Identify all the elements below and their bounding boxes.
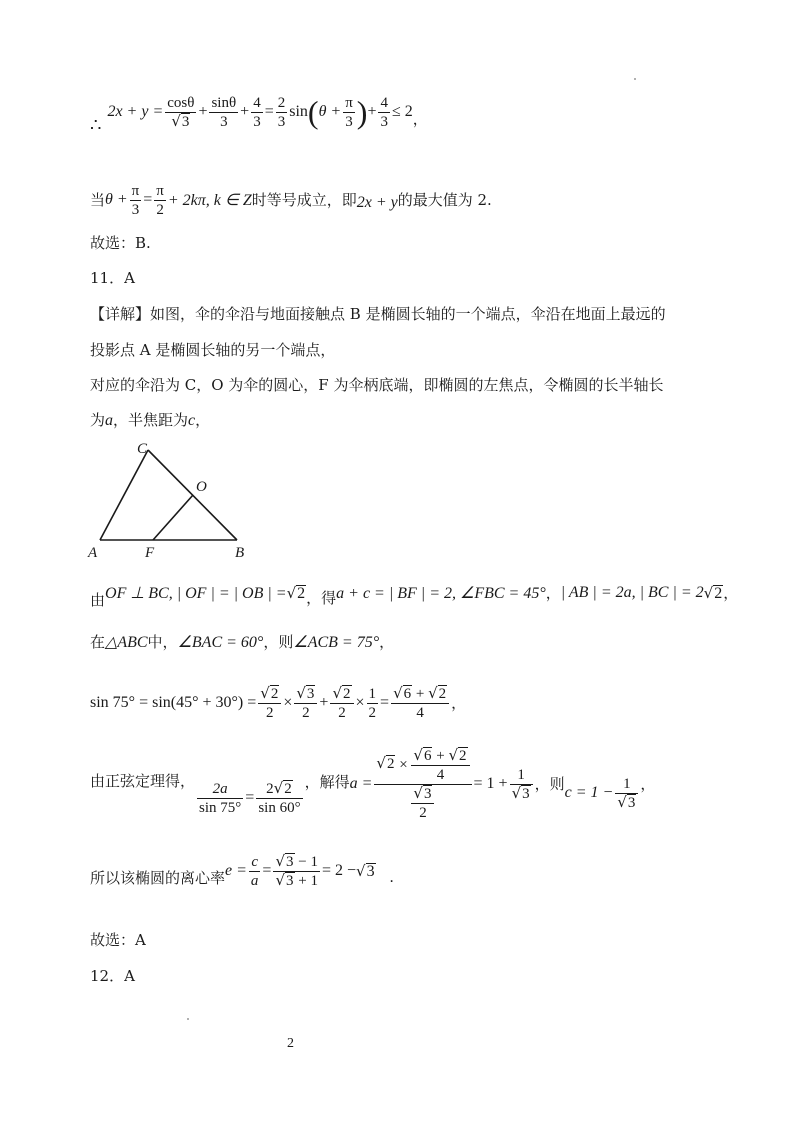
scan-speck bbox=[187, 1018, 189, 1020]
fraction: $\frac{\pi}{3}$ bbox=[345, 94, 353, 130]
page-number: 2 bbox=[287, 1036, 294, 1051]
detail-line-1: 【详解】如图，伞的伞沿与地面接触点 B 是椭圆长轴的一个端点，伞沿在地面上最远的 bbox=[90, 305, 666, 323]
question-12-heading: 12．A bbox=[90, 967, 135, 985]
question-11-heading: 11．A bbox=[90, 269, 135, 287]
choice-a-line: 故选：A bbox=[90, 931, 146, 949]
fraction: $\frac{2a}{\sin 75^\circ}$ bbox=[199, 780, 242, 816]
equation-law-of-sines: 由正弦定理得， $\frac{2a}{\sin 75^\circ}$ = 2 √ 2 sin 60° ，解得 a = √ 2 × √ 6 + √ 2 4 √ $\frac{3}{2}$ = 1 + 1 √ 3 ，则 c = 1 − 1 √ 3 ， bbox=[90, 742, 655, 826]
fraction: 1 √ 3 bbox=[510, 766, 533, 803]
label-f: F bbox=[145, 545, 155, 561]
fraction: $\frac{\pi}{3}$ bbox=[131, 182, 140, 218]
fraction: $\frac{c}{a}$ bbox=[250, 853, 259, 889]
label-o: O bbox=[196, 479, 207, 495]
choice-b-line: 故选：B. bbox=[90, 234, 151, 252]
equation-eccentricity: 所以该椭圆的离心率 e = $\frac{c}{a}$ = √ 3 − 1 √ 3 + 1 = 2 − √ 3 . bbox=[90, 846, 394, 896]
label-a: A bbox=[88, 545, 98, 561]
fraction-big: √ 2 × √ 6 + √ 2 4 √ $\frac{3}{2}$ bbox=[374, 747, 471, 822]
fraction: cosθ √ 3 bbox=[165, 94, 196, 131]
fraction: $\frac{4}{3}$ bbox=[380, 94, 388, 130]
fraction: √ $\frac{2}{2}$ bbox=[258, 685, 281, 722]
equation-therefore: ∴ 2x + y = cosθ √ 3 + $\frac{\sin\theta}{3}$ + $\frac{4}{3}$ = $\frac{2}{3}$ sin ( θ + $\frac{\pi}{3}$ ) + $\frac{4}{3}$ ≤ 2 ， bbox=[90, 88, 428, 136]
triangle-figure bbox=[85, 440, 265, 562]
detail-line-4: 为a，半焦距为c， bbox=[90, 411, 211, 429]
therefore-symbol: ∴ bbox=[90, 114, 102, 135]
detail-line-2: 投影点 A 是椭圆长轴的另一个端点， bbox=[90, 341, 336, 359]
detail-tag: 【详解】 bbox=[90, 305, 151, 323]
equation-when: 当 θ + $\frac{\pi}{3}$ = $\frac{\pi}{2}$ + 2kπ, k ∈ Z 时等号成立，即 2x + y 的最大值为 2. bbox=[90, 182, 492, 218]
label-c: C bbox=[137, 441, 148, 457]
fraction: √ $\frac{2}{2}$ bbox=[330, 685, 353, 722]
fraction: $\frac{2}{3}$ bbox=[277, 94, 286, 130]
fraction: √ $\frac{3}{2}$ bbox=[294, 685, 317, 722]
fraction: $\frac{4}{3}$ bbox=[253, 94, 261, 130]
fraction: $\frac{1}{2}$ bbox=[368, 685, 377, 721]
fraction: $\frac{\pi}{2}$ bbox=[156, 182, 164, 218]
segment-fo bbox=[153, 495, 193, 540]
detail-line-3: 对应的伞沿为 C，O 为伞的圆心，F 为伞柄底端，即椭圆的左焦点，令椭圆的长半轴长 bbox=[90, 376, 664, 394]
equation-sin75: sin 75° = sin(45° + 30°) = √ $\frac{2}{2}$ × √ $\frac{3}{2}$ + √ $\frac{2}{2}$ × $\frac{1}{2}$ = √ 6 + √ 2 4 ， bbox=[90, 680, 466, 726]
fraction: √ 3 − 1 √ 3 + 1 bbox=[273, 853, 320, 890]
fraction: √ 6 + √ 2 4 bbox=[391, 685, 449, 722]
triangle-line: 在 △ABC 中， ∠BAC = 60° ，则 ∠ACB = 75° ， bbox=[90, 633, 395, 651]
fraction: $\frac{\sin\theta}{3}$ bbox=[211, 94, 237, 130]
equation-of-perp-bc: 由 OF ⊥ BC, | OF | = | OB | = √ 2 ，得 a + c = | BF | = 2, ∠FBC = 45° ， | AB | = 2a, | BC | = 2 √ 2 ， bbox=[90, 578, 738, 608]
fraction: 1 √ 3 bbox=[615, 775, 638, 812]
scan-speck bbox=[634, 78, 636, 80]
fraction: 2 √ 2 sin 60° bbox=[256, 780, 302, 817]
segment-ac bbox=[100, 450, 148, 540]
label-b: B bbox=[235, 545, 245, 561]
